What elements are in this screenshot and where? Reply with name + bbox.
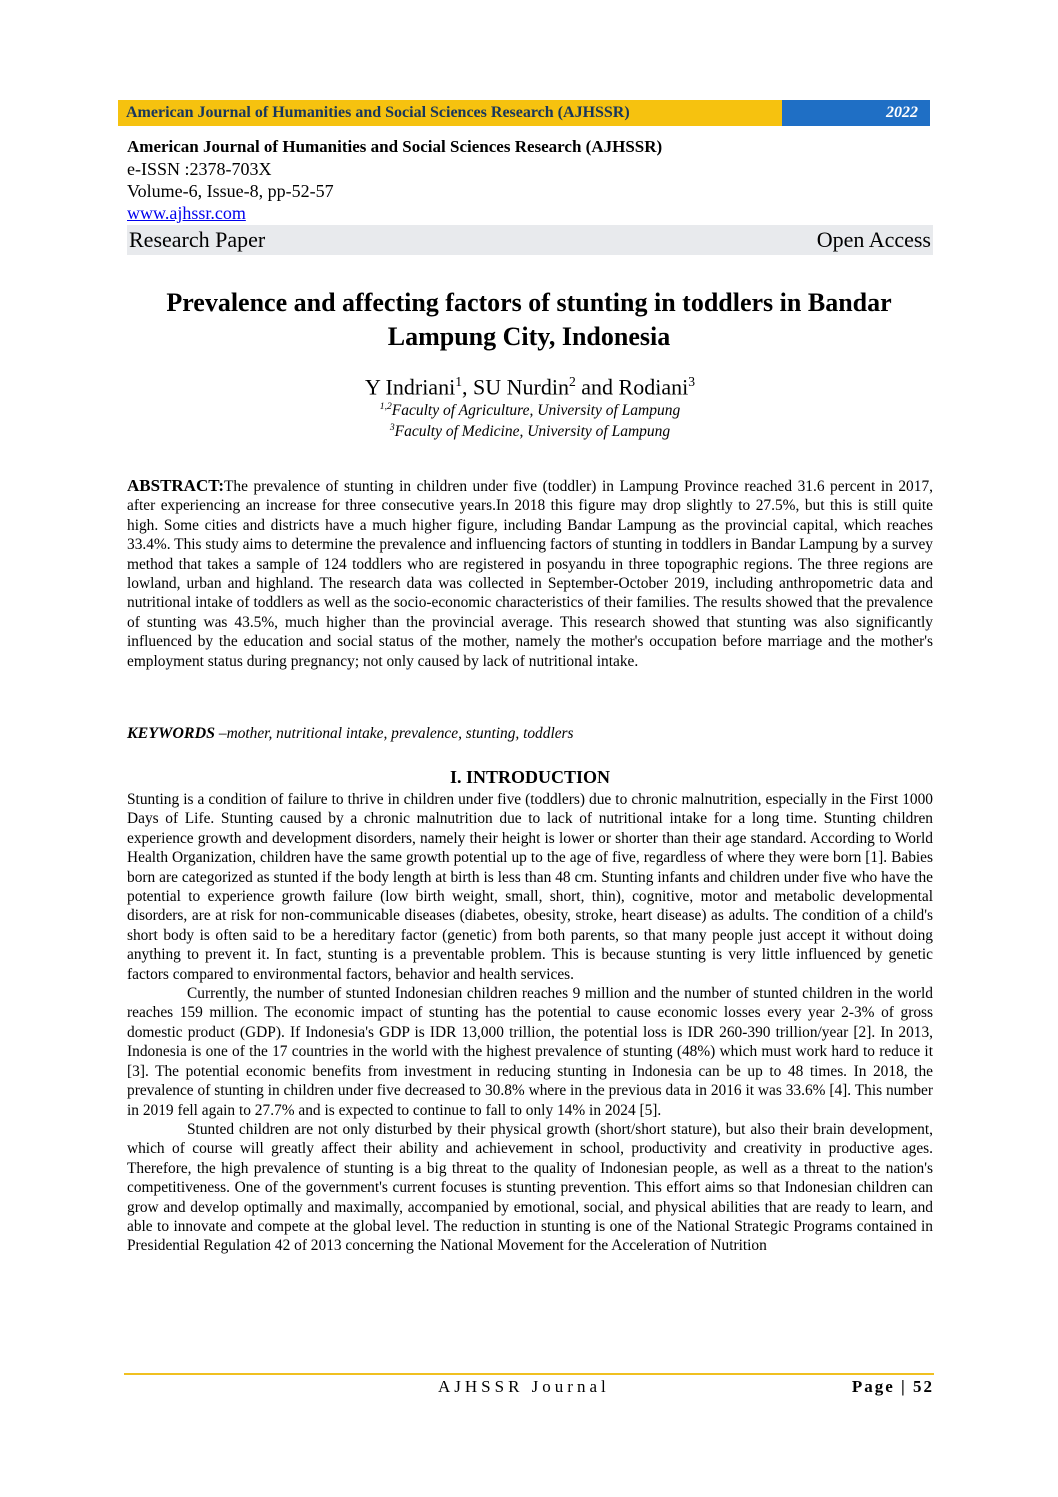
affiliation <box>127 418 933 442</box>
affiliation-marker: 1,2 <box>379 401 392 412</box>
running-header-year: 2022 <box>782 100 930 126</box>
journal-title: American Journal of Humanities and Social Sciences Research (AJHSSR) <box>127 137 663 156</box>
running-header-journal: American Journal of Humanities and Social Sciences Research (AJHSSR) <box>118 100 782 126</box>
author-name: and Rodiani <box>575 374 689 400</box>
page-number: Page | 52 <box>851 1377 934 1396</box>
keywords-text: –mother, nutritional intake, prevalence, stunting, toddlers <box>215 725 574 742</box>
footer-journal: AJHSSR Journal <box>438 1377 610 1396</box>
volume-issue: Volume-6, Issue-8, pp-52-57 <box>127 181 334 201</box>
author-affiliation-marker: 1 <box>455 374 462 389</box>
paper-title: Prevalence and affecting factors of stunting in toddlers in Bandar Lampung City, Indonesia <box>166 288 892 351</box>
affiliation-text: Faculty of Agriculture, University of Lampung <box>391 402 681 420</box>
author-affiliation-marker: 2 <box>568 374 576 389</box>
section-heading: I. INTRODUCTION <box>449 767 611 787</box>
introduction-body <box>127 790 933 1256</box>
paragraph: Currently, the number of stunted Indonesian children reaches 9 million and the number of stunted children in the world reaches 159 million. The economic impact of stunting has the potential to cause economic losses every year 2-3% of gross domestic product (GDP). If Indonesia's GDP is IDR 13,000 trillion, the potential loss is IDR 260-390 trillion/year [2]. In 2013, Indonesia is one of the 17 countries in the world with the highest prevalence of stunting (48%) which must work hard to reduce it [3]. The potential economic benefits from investment in reducing stunting in Indonesia can be up to 48 times. In 2018, the prevalence of stunting in children under five decreased to 30.8% where in the previous data in 2016 it was 33.6% [4]. This number in 2019 fell again to 27.7% and is expected to continue to fall to only 14% in 2024 [5]. <box>127 985 933 1119</box>
author-affiliation-marker: 3 <box>688 374 696 389</box>
keywords-label: KEYWORDS <box>127 725 216 742</box>
running-header <box>118 100 930 126</box>
footer-divider <box>124 1373 934 1375</box>
page-footer <box>124 1376 934 1400</box>
paper-type-bar <box>127 225 933 255</box>
access-type: Open Access <box>816 227 931 252</box>
journal-meta <box>127 136 933 255</box>
abstract-text: The prevalence of stunting in children under five (toddler) in Lampung Province reached 31.6 percent in 2017, after experiencing an increase for three consecutive years.In 2018 this figure may drop slightly to 27.5%, but this is still quite high. Some cities and districts have a much higher figure, including Bandar Lampung as the provincial capital, which reaches 33.4%. This study aims to determine the prevalence and influencing factors of stunting in toddlers in Bandar Lampung by a survey method that takes a sample of 124 toddlers who are registered in posyandu in three topographic regions. The three regions are lowland, urban and highland. The research data was collected in September-October 2019, including anthropometric data and nutritional intake of toddlers as well as the socio-economic characteristics of their families. The results showed that the prevalence of stunting was 43.5%, much higher than the provincial average. This research showed that stunting was also significantly influenced by the education and social status of the mother, namely the mother's occupation before marriage and the mother's employment status during pregnancy; not only caused by lack of nutritional intake. <box>127 478 933 670</box>
affiliation-marker: 3 <box>389 422 395 433</box>
paragraph: Stunted children are not only disturbed by their physical growth (short/short stature), but also their brain development, which of course will greatly affect their ability and achievement in school, productivity and creativity in productive ages. Therefore, the high prevalence of stunting is a big threat to the quality of Indonesian people, as well as a threat to the nation's competitiveness. One of the government's current focuses is stunting prevention. This effort aims so that Indonesian children can grow and develop optimally and maximally, accompanied by emotional, social, and physical abilities that are ready to learn, and able to innovate and compete at the global level. The reduction in stunting is one of the National Strategic Programs contained in Presidential Regulation 42 of 2013 concerning the National Movement for the Acceleration of Nutrition <box>127 1120 933 1255</box>
abstract <box>127 476 933 671</box>
keywords <box>127 724 933 743</box>
author-name: , SU Nurdin <box>462 374 569 400</box>
affiliation-text: Faculty of Medicine, University of Lampung <box>394 423 671 441</box>
paragraph: Stunting is a condition of failure to thrive in children under five (toddlers) due to chronic malnutrition, especially in the First 1000 Days of Life. Stunting caused by a chronic malnutrition due to lack of nutritional intake for a long time. Stunting children experience growth and development disorders, namely their height is lower or shorter than their age standard. According to World Health Organization, children have the same growth potential up to the age of five, regardless of where they were born [1]. Babies born are categorized as stunted if the body length at birth is less than 48 cm. Stunting infants and children under five who have the potential to experience growth failure (low birth weight, small, short, thin), cognitive, motor and metabolic developmental disorders, are at risk for non-communicable diseases (diabetes, obesity, stroke, heart disease) as adults. The condition of a child's short body is often said to be a hereditary factor (genetic) from both parents, so that many people just accept it without doing anything to prevent it. In fact, stunting is a preventable problem. This is because stunting is very little influenced by genetic factors compared to environmental factors, behavior and health services. <box>127 791 933 983</box>
journal-website-link[interactable]: www.ajhssr.com <box>127 203 246 223</box>
author-name: Y Indriani <box>364 374 456 400</box>
issn: e-ISSN :2378-703X <box>127 159 272 179</box>
paper-type: Research Paper <box>129 227 266 252</box>
abstract-label: ABSTRACT: <box>127 476 224 495</box>
